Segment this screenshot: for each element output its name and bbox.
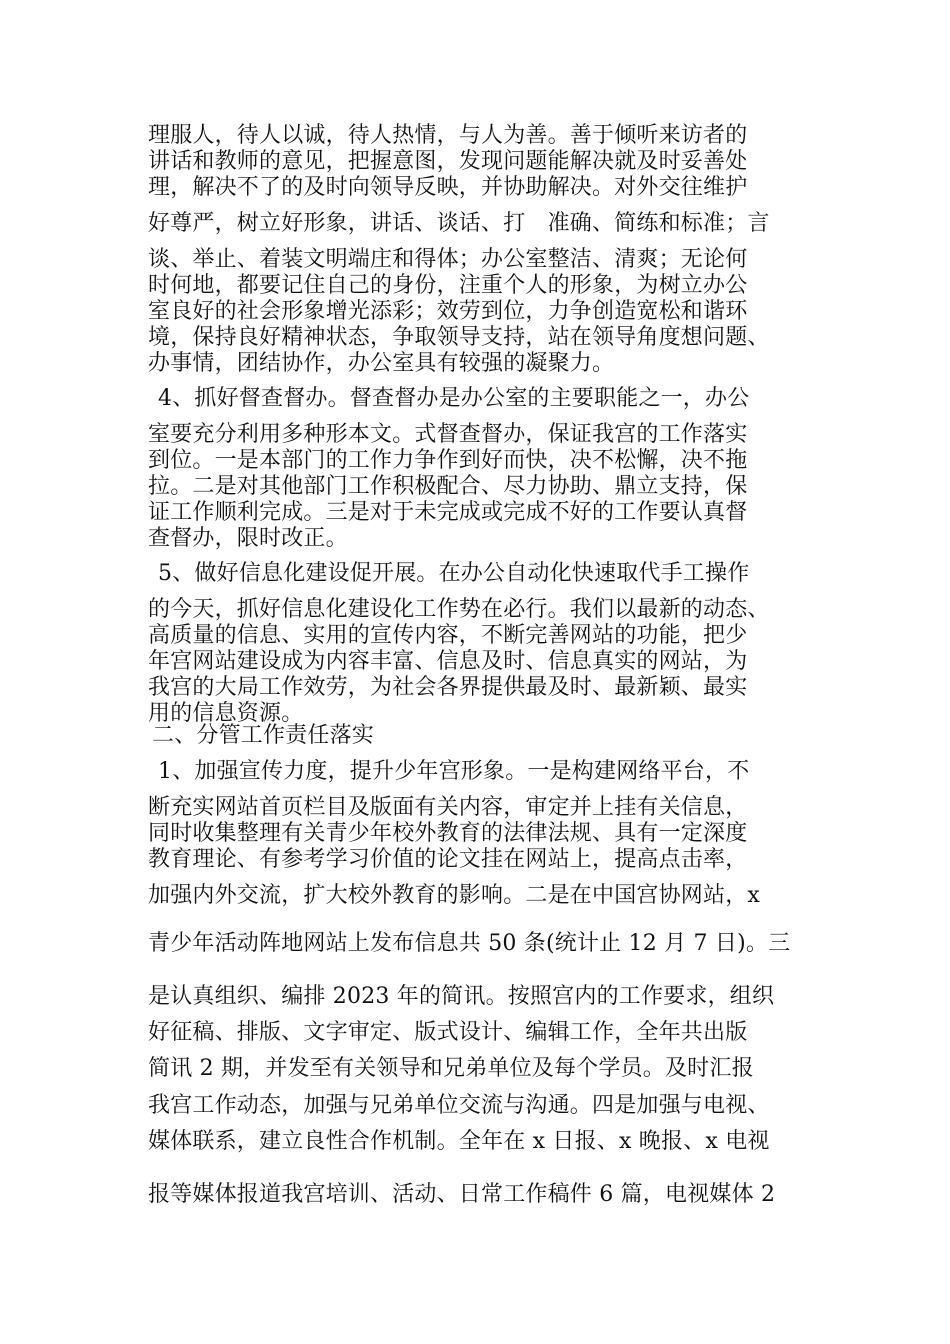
text-line: 讲话和教师的意见，把握意图，发现问题能解决就及时妥善处 — [148, 149, 748, 174]
text-line: 境，保持良好精神状态，争取领导支持，站在领导角度想问题、 — [148, 325, 770, 350]
text-line: 简讯 2 期，并发至有关领导和兄弟单位及每个学员。及时汇报 — [148, 1056, 754, 1081]
text-line: 谈、举止、着装文明端庄和得体；办公室整洁、清爽；无论何 — [148, 247, 748, 272]
text-line: 高质量的信息、实用的宣传内容，不断完善网站的功能，把少 — [148, 623, 748, 648]
text-line: 报等媒体报道我宫培训、活动、日常工作稿件 6 篇，电视媒体 2 — [148, 1182, 776, 1207]
text-line: 理，解决不了的及时向领导反映，并协助解决。对外交往维护 — [148, 175, 748, 200]
text-line: 青少年活动阵地网站上发布信息共 50 条(统计止 12 月 7 日)。三 — [148, 931, 791, 956]
text-line: 办事情，团结协作，办公室具有较强的凝聚力。 — [148, 351, 615, 376]
text-line: 理服人，待人以诚，待人热情，与人为善。善于倾听来访者的 — [148, 123, 748, 148]
section-heading: 二、分管工作责任落实 — [152, 723, 375, 748]
text-line: 年宫网站建设成为内容丰富、信息及时、信息真实的网站，为 — [148, 649, 748, 674]
text-line: 加强内外交流，扩大校外教育的影响。二是在中国宫协网站，x — [148, 883, 761, 908]
text-line: 好尊严，树立好形象，讲话、谈话、打 准确、简练和标准；言 — [148, 211, 770, 236]
text-line: 媒体联系，建立良性合作机制。全年在 x 日报、x 晚报、x 电视 — [148, 1129, 770, 1154]
text-line: 是认真组织、编排 2023 年的简讯。按照宫内的工作要求，组织 — [148, 984, 775, 1009]
text-line: 断充实网站首页栏目及版面有关内容，审定并上挂有关信息， — [148, 795, 748, 820]
text-line: 查督办，限时改正。 — [148, 526, 348, 551]
text-line: 室良好的社会形象增光添彩；效劳到位，力争创造宽松和谐环 — [148, 299, 748, 324]
text-line: 到位。一是本部门的工作力争作到好而快，决不松懈，决不拖 — [148, 448, 748, 473]
text-line: 教育理论、有参考学习价值的论文挂在网站上，提高点击率， — [148, 847, 748, 872]
text-line: 时何地，都要记住自己的身份，注重个人的形象，为树立办公 — [148, 273, 748, 298]
text-line: 拉。二是对其他部门工作积极配合、尽力协助、鼎立支持，保 — [148, 474, 748, 499]
text-line: 用的信息资源。 — [148, 701, 304, 726]
text-line: 好征稿、排版、文字审定、版式设计、编辑工作，全年共出版 — [148, 1020, 748, 1045]
text-line: 室要充分利用多种形本文。式督查督办，保证我宫的工作落实 — [148, 422, 748, 447]
text-line: 的今天，抓好信息化建设化工作势在必行。我们以最新的动态、 — [148, 597, 770, 622]
text-line: 同时收集整理有关青少年校外教育的法律法规、具有一定深度 — [148, 821, 748, 846]
section-heading: 5、做好信息化建设促开展。在办公自动化快速取代手工操作 — [158, 561, 750, 586]
text-line: 我宫工作动态，加强与兄弟单位交流与沟通。四是加强与电视、 — [148, 1093, 770, 1118]
section-heading: 4、抓好督查督办。督查督办是办公室的主要职能之一，办公 — [158, 386, 750, 411]
text-line: 我宫的大局工作效劳，为社会各界提供最及时、最新颖、最实 — [148, 675, 748, 700]
section-heading: 1、加强宣传力度，提升少年宫形象。一是构建网络平台，不 — [158, 759, 750, 784]
text-line: 证工作顺利完成。三是对于未完成或完成不好的工作要认真督 — [148, 500, 748, 525]
